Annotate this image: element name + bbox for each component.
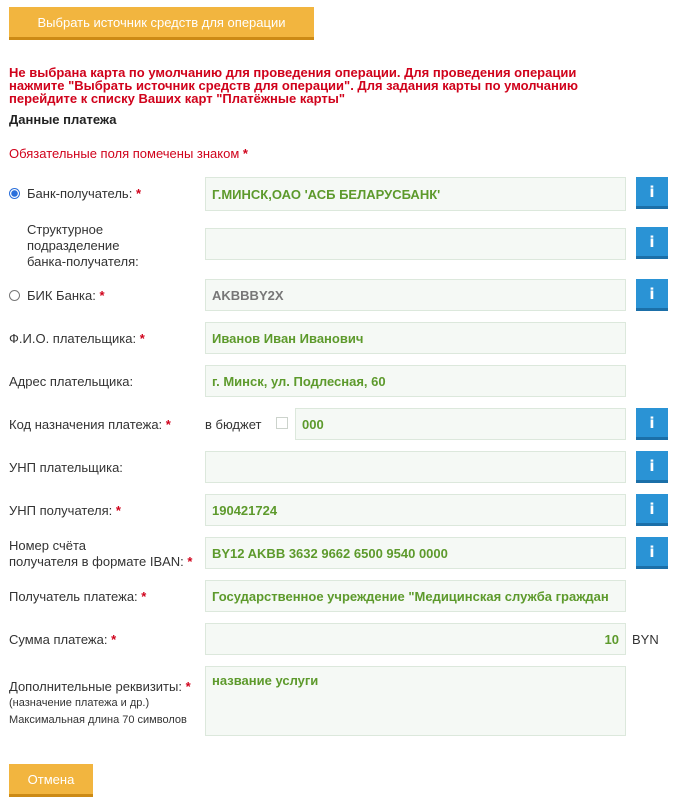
required-star: * [115,503,121,518]
extra-textarea[interactable]: название услуги [205,666,626,736]
iban-field[interactable]: BY12 AKBB 3632 9662 6500 9540 0000 [205,537,626,569]
iban-label [9,538,204,570]
amount-label-text: Сумма платежа: [9,632,108,647]
payer-unp-field[interactable] [205,451,626,483]
recipient-label [9,589,146,605]
bank-label-text: Банк-получатель: [27,186,133,201]
recipient-unp-label [9,503,121,519]
info-icon: i [649,413,655,432]
subdivision-info-button[interactable] [636,227,668,259]
budget-label: в бюджет [205,417,262,432]
purpose-code-label [9,417,171,433]
address-field[interactable]: г. Минск, ул. Подлесная, 60 [205,365,626,397]
extra-hint-maxlength: Максимальная длина 70 символов [9,714,187,726]
recipient-unp-field[interactable]: 190421724 [205,494,626,526]
purpose-code-info-button[interactable] [636,408,668,440]
choose-funds-source-button[interactable]: Выбрать источник средств для операции [9,7,314,40]
info-icon: i [649,182,655,201]
extra-label-text: Дополнительные реквизиты: [9,679,182,694]
payer-unp-info-button[interactable] [636,451,668,483]
fio-field[interactable]: Иванов Иван Иванович [205,322,626,354]
bank-radio[interactable] [9,188,20,199]
bank-field[interactable]: Г.МИНСК,ОАО 'АСБ БЕЛАРУСБАНК' [205,177,626,211]
iban-info-button[interactable] [636,537,668,569]
info-icon: i [649,456,655,475]
budget-checkbox[interactable] [276,417,288,429]
required-star: * [165,417,171,432]
amount-label [9,632,116,648]
required-star: * [139,331,145,346]
bic-field[interactable]: AKBBBY2X [205,279,626,311]
info-icon: i [649,232,655,251]
bic-label-text: БИК Банка: [27,288,96,303]
iban-label-line: получателя в формате IBAN: [9,554,184,569]
subdivision-label [27,222,197,270]
required-fields-note [9,146,248,161]
info-icon: i [649,284,655,303]
subdivision-label-line: банка-получателя: [27,254,139,269]
recipient-label-text: Получатель платежа: [9,589,138,604]
subdivision-field[interactable] [205,228,626,260]
default-card-warning [9,66,674,105]
warning-line: нажмите "Выбрать источник средств для операции". Для задания карты по умолчанию [9,78,578,93]
bic-info-button[interactable] [636,279,668,311]
iban-label-line: Номер счёта [9,538,87,553]
extra-hint-purpose: (назначение платежа и др.) [9,697,150,709]
fio-label [9,331,145,347]
bank-label [27,186,141,202]
bank-info-button[interactable] [636,177,668,209]
recipient-field[interactable]: Государственное учреждение "Медицинская служба граждан [205,580,626,612]
recipient-unp-label-text: УНП получателя: [9,503,113,518]
required-star: * [187,554,193,569]
required-note-text: Обязательные поля помечены знаком [9,146,240,161]
required-star: * [135,186,142,201]
extra-label [9,679,191,695]
amount-field[interactable]: 10 [205,623,626,655]
required-star: * [185,679,191,694]
warning-line: Не выбрана карта по умолчанию для проведения операции. Для проведения операции [9,65,577,80]
subdivision-label-line: Структурное [27,222,104,237]
fio-label-text: Ф.И.О. плательщика: [9,331,137,346]
recipient-unp-info-button[interactable] [636,494,668,526]
currency-label: BYN [632,632,659,647]
required-star: * [242,146,248,161]
purpose-code-label-text: Код назначения платежа: [9,417,163,432]
required-star: * [141,589,147,604]
section-title: Данные платежа [9,112,117,127]
bic-label [27,288,105,304]
required-star: * [99,288,105,303]
warning-line: перейдите к списку Ваших карт "Платёжные карты" [9,91,345,106]
info-icon: i [649,499,655,518]
info-icon: i [649,542,655,561]
payer-unp-label: УНП плательщика: [9,460,123,475]
subdivision-label-line: подразделение [27,238,120,253]
required-star: * [111,632,117,647]
bic-radio[interactable] [9,290,20,301]
cancel-button[interactable]: Отмена [9,764,93,797]
address-label: Адрес плательщика: [9,374,134,389]
purpose-code-field[interactable]: 000 [295,408,626,440]
